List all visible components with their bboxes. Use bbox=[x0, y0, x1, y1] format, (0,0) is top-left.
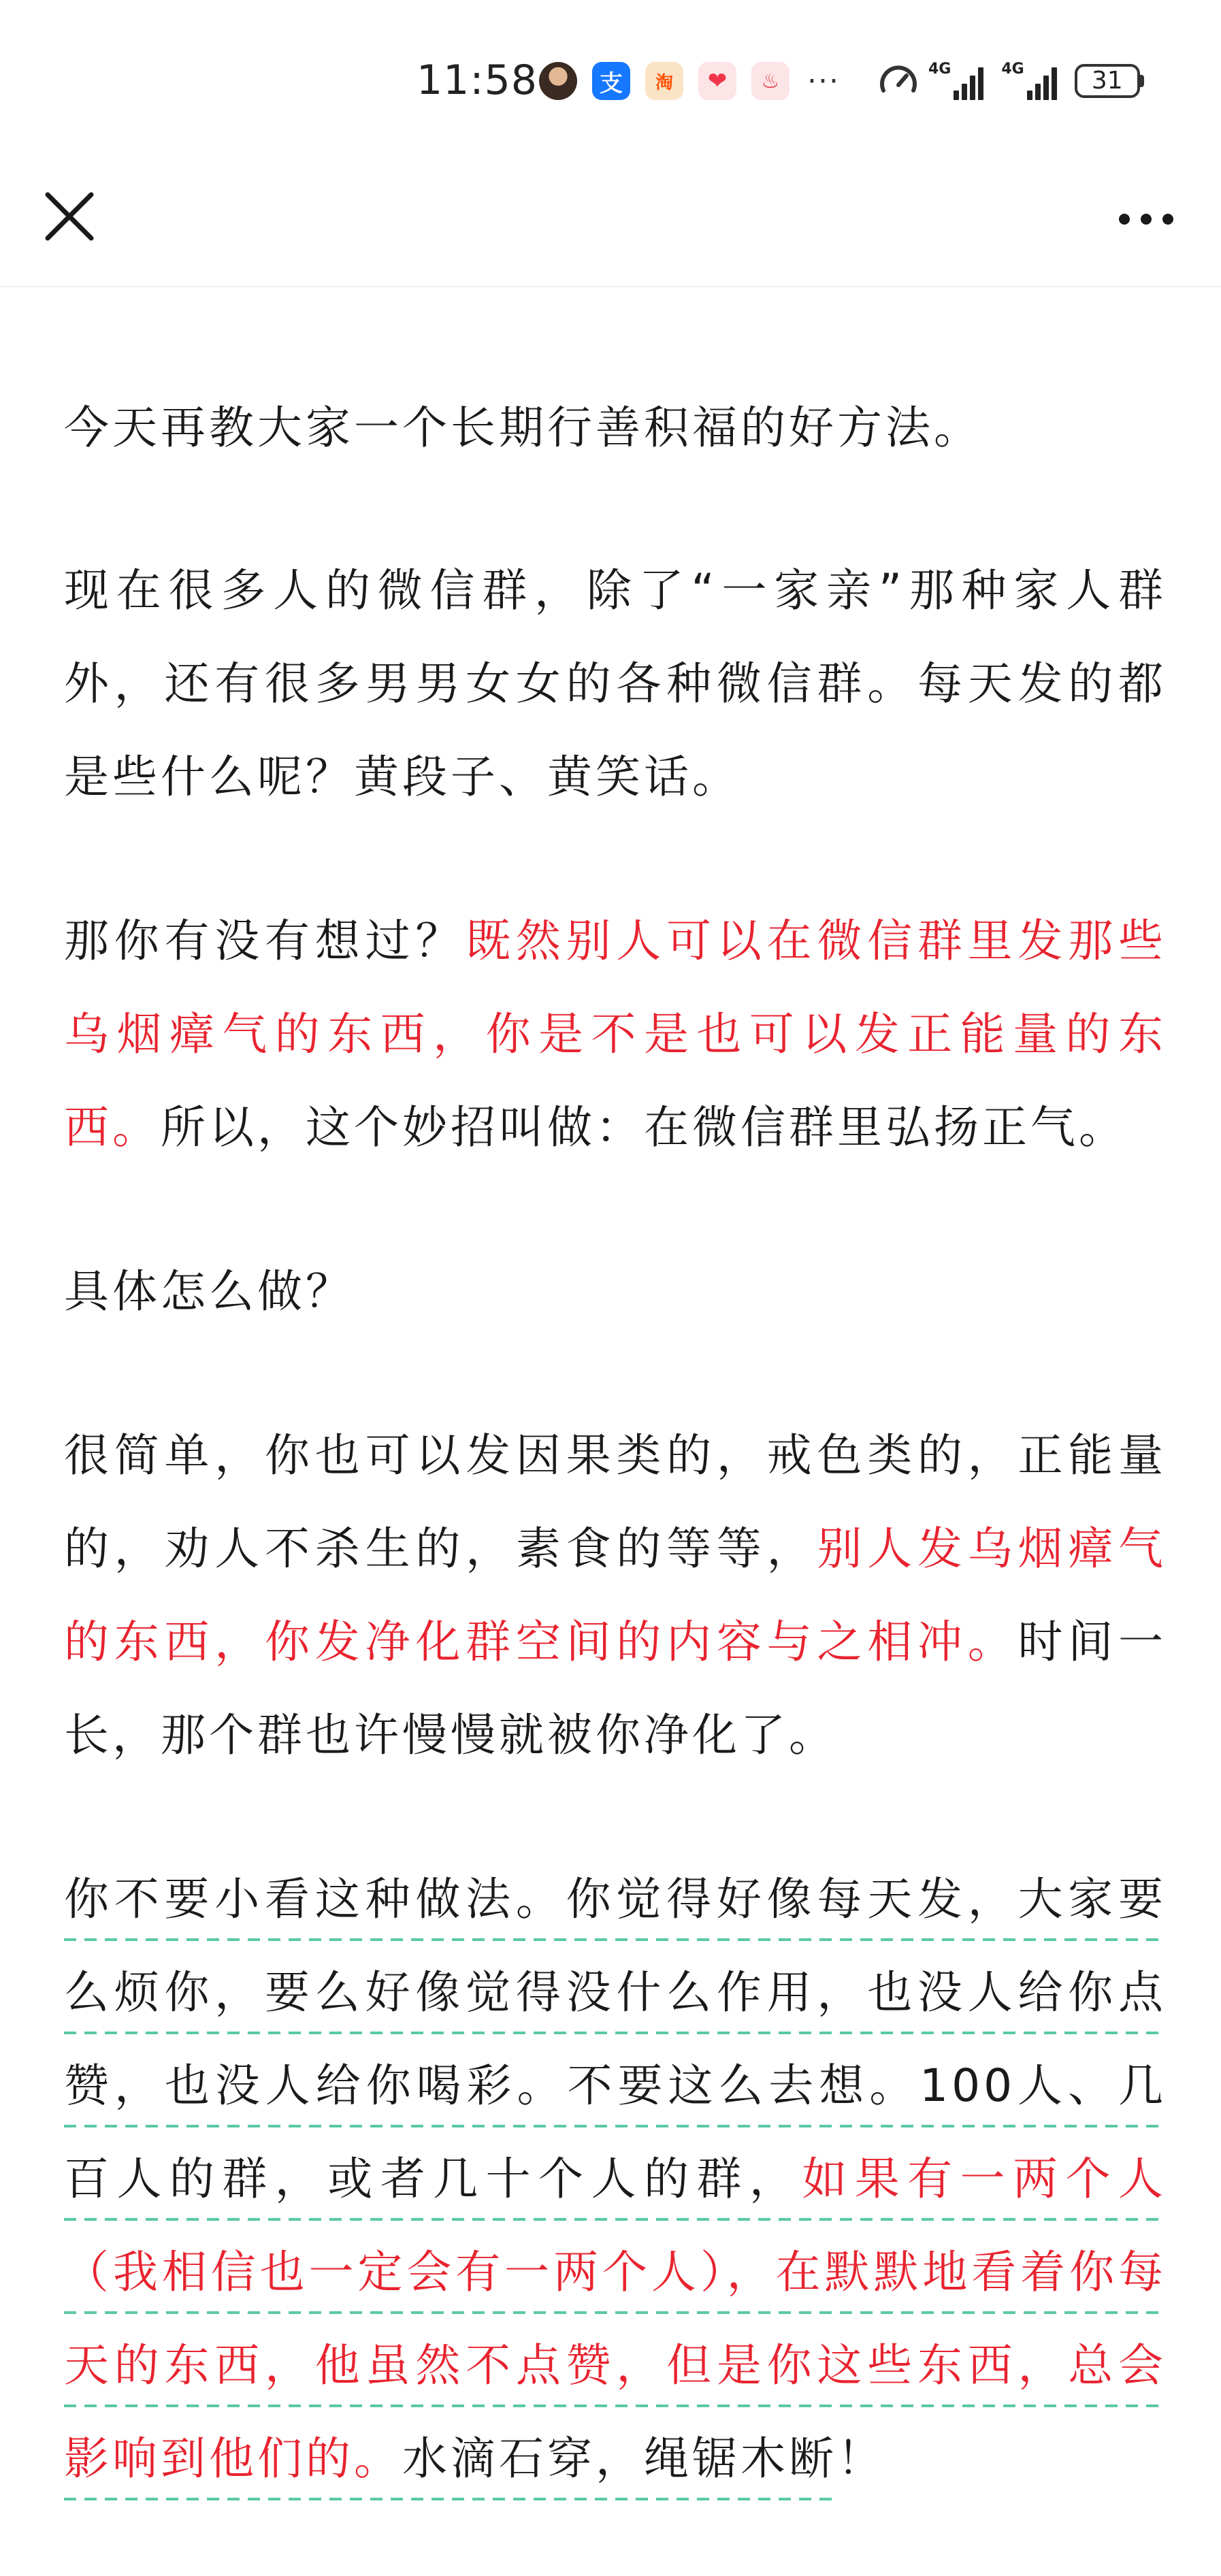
signal-bars-1 bbox=[954, 66, 986, 100]
network-label-2: 4G bbox=[1001, 61, 1024, 78]
signal-icon-1 bbox=[928, 62, 986, 100]
speed-icon bbox=[878, 61, 919, 101]
paragraph-6 bbox=[64, 1853, 1167, 2505]
underline-2 bbox=[64, 2032, 1167, 2034]
underline-7 bbox=[64, 2498, 833, 2500]
red-app-icon: ♨ bbox=[751, 62, 789, 100]
health-icon: ❤ bbox=[698, 62, 736, 100]
paragraph-1: 今天再教大家一个长期行善积福的好方法。 bbox=[64, 402, 982, 454]
paragraph-6-tail: 水滴石穿，绳锯木断！ bbox=[402, 2432, 885, 2485]
battery-level: 31 bbox=[1075, 64, 1140, 98]
article-body bbox=[64, 381, 1167, 2576]
status-bar bbox=[0, 0, 1221, 157]
taobao-icon: 淘 bbox=[645, 62, 683, 100]
underline-4 bbox=[64, 2218, 1167, 2221]
battery-tip bbox=[1140, 75, 1144, 87]
paragraph-4: 具体怎么做？ bbox=[64, 1265, 354, 1318]
paragraph-5 bbox=[64, 1409, 1167, 1782]
paragraph-5-tail: 时间一长，那个群也许慢慢就被你净化了。 bbox=[64, 1616, 1167, 1761]
underline-5 bbox=[64, 2311, 1167, 2314]
paragraph-6-lead: 你不要小看这种做法。你觉得好像每天发，大家要么烦你，要么好像觉得没什么作用，也没人给你点赞，也没人给你喝彩。不要这么去想。100人、几百人的群，或者几十个人的群， bbox=[64, 1873, 1167, 2205]
paragraph-6-highlight: 如果有一两个人（我相信也一定会有一两个人），在默默地看着你每天的东西，他虽然不点赞，但是你这些东西，总会影响到他们的。 bbox=[64, 2153, 1167, 2485]
underline-3 bbox=[64, 2125, 1167, 2127]
paragraph-3-tail: 所以，这个妙招叫做：在微信群里弘扬正气。 bbox=[161, 1101, 1127, 1154]
underline-1 bbox=[64, 1938, 1167, 1941]
paragraph-5-lead: 很简单，你也可以发因果类的，戒色类的，正能量的，劝人不杀生的，素食的等等， bbox=[64, 1429, 1167, 1575]
paragraph-3-highlight: 既然别人可以在微信群里发那些乌烟瘴气的东西，你是不是也可以发正能量的东西。 bbox=[64, 915, 1167, 1154]
more-icon[interactable] bbox=[1112, 199, 1180, 240]
paragraph-3-lead: 那你有没有想过？ bbox=[64, 915, 466, 967]
alipay-icon: 支 bbox=[592, 62, 630, 100]
notification-more-icon: ··· bbox=[807, 63, 840, 99]
paragraph-5-highlight: 别人发乌烟瘴气的东西，你发净化群空间的内容与之相冲。 bbox=[64, 1522, 1167, 1668]
signal-bars-2 bbox=[1027, 66, 1060, 100]
nav-bar bbox=[0, 157, 1221, 287]
avatar-icon bbox=[539, 62, 577, 100]
signal-icon-2 bbox=[1001, 62, 1059, 100]
paragraph-3 bbox=[64, 894, 1167, 1174]
battery-icon bbox=[1075, 64, 1144, 98]
underline-6 bbox=[64, 2404, 1167, 2407]
paragraph-2: 现在很多人的微信群，除了“一家亲”那种家人群外，还有很多男男女女的各种微信群。每天发的都是些什么呢？黄段子、黄笑话。 bbox=[64, 564, 1167, 803]
network-label-1: 4G bbox=[928, 61, 951, 78]
close-icon[interactable] bbox=[38, 185, 101, 248]
status-time: 11:58 bbox=[417, 56, 538, 104]
status-icons bbox=[539, 60, 1144, 102]
